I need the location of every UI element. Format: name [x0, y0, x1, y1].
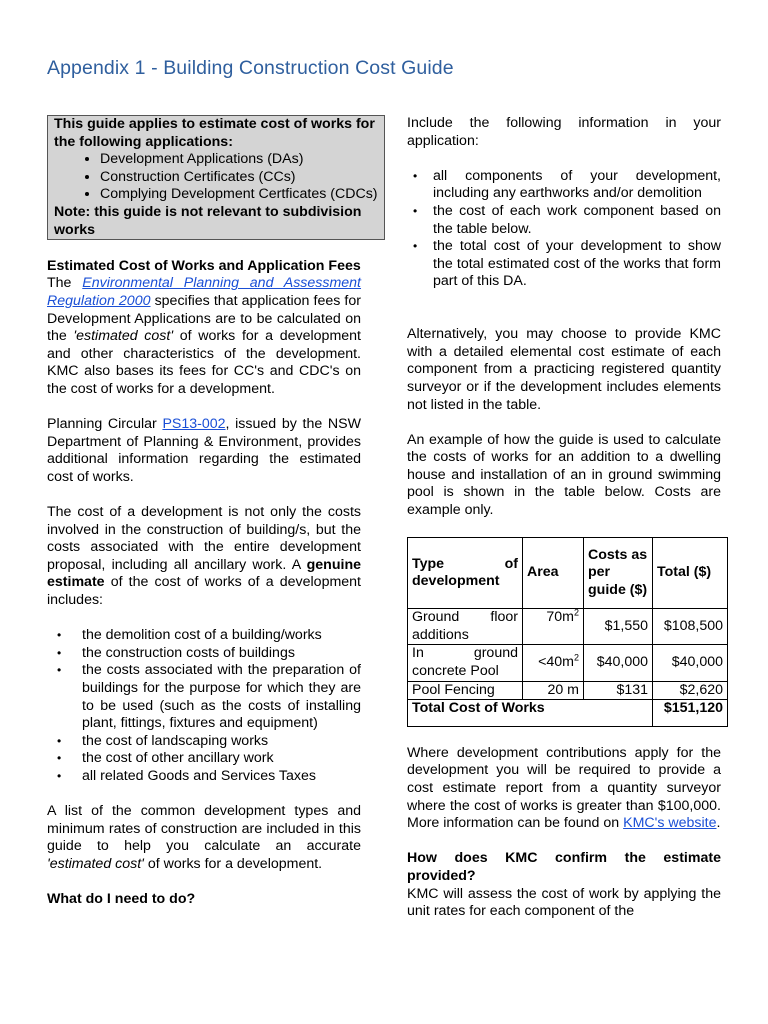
text: , issued by the NSW Department of Planning & Environment, provides additional information regarding the estimated cost of works. — [47, 416, 361, 485]
table-header-row — [408, 538, 728, 609]
box-item: • Development Applications (DAs) — [100, 151, 378, 169]
kmc-website-link[interactable]: KMC's website — [623, 815, 717, 832]
list-item: • the costs associated with the preparation of buildings for the purpose for which they are to be used (such as the costs of installing plant, fittings, fixtures and equipment) — [47, 662, 361, 732]
area-superscript: 2 — [573, 652, 579, 663]
list-item: • all components of your development, including any earthworks and/or demolition — [407, 168, 721, 203]
cell-type: In ground concrete Pool — [408, 645, 523, 681]
heading-what-to-do: What do I need to do? — [47, 891, 196, 908]
text: The — [47, 275, 83, 292]
cell-area — [523, 609, 584, 645]
paragraph-example: An example of how the guide is used to calculate the costs of works for an addition to a dwelling house and installation of an in ground swimming pool is shown in the table below. Costs are example only. — [407, 431, 721, 519]
paragraph-genuine-estimate — [47, 504, 361, 610]
box-item: • Complying Development Certficates (CDCs) — [100, 186, 378, 204]
area-superscript: 2 — [573, 607, 579, 618]
text: Where development contributions apply for the development you will be required to provide a cost estimate report from a quantity surveyor where the cost of works is greater than $100,000. More information can be found on — [407, 744, 721, 832]
header-area: Area — [523, 538, 584, 609]
paragraph-rates — [47, 803, 361, 873]
table-row — [408, 645, 728, 681]
area-value: 20 m — [547, 681, 579, 698]
text: . — [716, 815, 721, 832]
paragraph-assess: KMC will assess the cost of work by applying the unit rates for each component of the — [407, 885, 721, 920]
right-column — [407, 115, 721, 921]
page-title: Appendix 1 - Building Construction Cost Guide — [47, 57, 454, 79]
box-list — [54, 151, 378, 204]
header-type: Type of development — [408, 538, 523, 609]
regulation-link[interactable]: Environmental Planning and Assessment Regulation 2000 — [47, 275, 362, 309]
list-item: • the cost of each work component based on the table below. — [407, 203, 721, 238]
heading-estimated-cost: Estimated Cost of Works and Application Fees — [47, 257, 361, 274]
applicability-box — [47, 115, 385, 240]
strong-text: genuine estimate — [47, 556, 361, 591]
total-label: Total Cost of Works — [408, 700, 653, 727]
cell-area — [523, 681, 584, 700]
text: of works for a development. — [143, 855, 323, 872]
paragraph-include: Include the following information in your application: — [407, 115, 721, 149]
total-value: $151,120 — [653, 700, 728, 727]
box-intro: This guide applies to estimate cost of works for the following applications: — [54, 116, 375, 150]
paragraph-contributions — [407, 745, 721, 833]
cell-total: $2,620 — [653, 681, 728, 700]
cell-total: $108,500 — [653, 609, 728, 645]
list-item: • the construction costs of buildings — [47, 645, 361, 663]
box-note: Note: this guide is not relevant to subdivision works — [54, 203, 362, 238]
text: A list of the common development types and minimum rates of construction are included in this guide to help you calculate an accurate — [47, 803, 361, 855]
header-total: Total ($) — [653, 538, 728, 609]
area-value: 70m — [546, 609, 574, 626]
paragraph-regulation — [47, 275, 361, 398]
table-row — [408, 681, 728, 700]
list-item: • all related Goods and Services Taxes — [47, 768, 361, 786]
heading-confirm-estimate: How does KMC confirm the estimate provided? — [407, 850, 721, 884]
list-item: • the cost of other ancillary work — [47, 750, 361, 768]
cell-type: Ground floor additions — [408, 609, 523, 645]
left-column — [47, 115, 378, 909]
table-row — [408, 609, 728, 645]
cell-area — [523, 645, 584, 681]
circular-link[interactable]: PS13-002 — [162, 416, 226, 433]
cost-example-table — [407, 537, 728, 727]
header-costs: Costs as per guide ($) — [584, 538, 653, 609]
text: specifies that application fees for Development Applications are to be calculated on the — [47, 292, 361, 345]
paragraph-alternative: Alternatively, you may choose to provide KMC with a detailed elemental cost estimate of each component from a practicing registered quantity surveyor or if the development includes elements not listed in the table. — [407, 326, 721, 413]
cell-cost: $40,000 — [584, 645, 653, 681]
cell-type: Pool Fencing — [408, 681, 523, 700]
box-item: • Construction Certificates (CCs) — [100, 169, 378, 187]
text: The cost of a development is not only the costs involved in the construction of building/s, but the costs associated with the entire development proposal, including all ancillary work. A — [47, 504, 361, 573]
cell-total: $40,000 — [653, 645, 728, 681]
include-list — [407, 168, 721, 291]
list-item: • the total cost of your development to show the total estimated cost of the works that form part of this DA. — [407, 238, 721, 291]
text: of works for a development and other characteristics of the development. KMC also bases its fees for CC's and CDC's on the cost of works for a development. — [47, 328, 361, 397]
list-item: • the demolition cost of a building/works — [47, 627, 361, 645]
cell-cost: $131 — [584, 681, 653, 700]
table-total-row — [408, 700, 728, 727]
includes-list — [47, 627, 361, 785]
text: of the cost of works of a development includes: — [47, 574, 361, 609]
paragraph-circular — [47, 416, 361, 486]
cell-cost: $1,550 — [584, 609, 653, 645]
text: Planning Circular — [47, 416, 163, 433]
emphasis: 'estimated cost' — [73, 328, 174, 345]
list-item: • the cost of landscaping works — [47, 733, 361, 751]
emphasis: 'estimated cost' — [47, 855, 144, 872]
area-value: <40m — [538, 654, 574, 671]
